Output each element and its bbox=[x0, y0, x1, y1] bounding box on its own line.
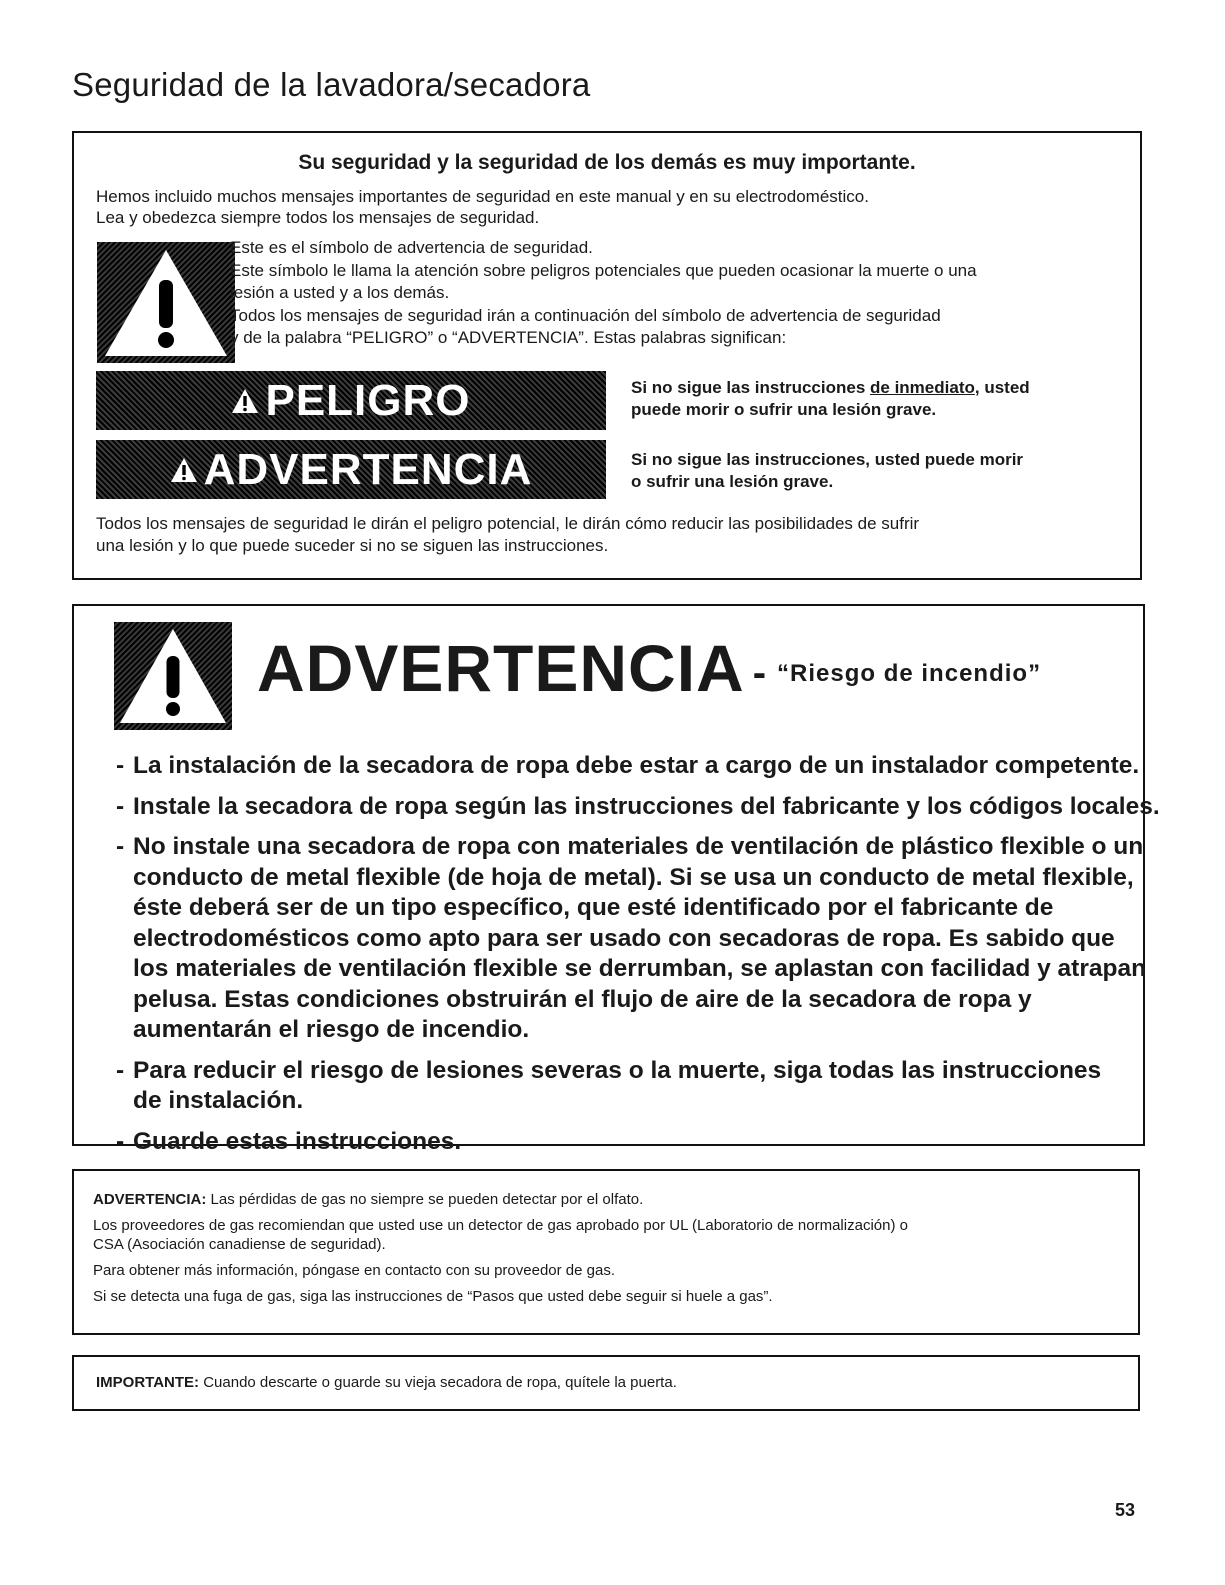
peligro-description: Si no sigue las instrucciones de inmediato, usted puede morir o sufrir una lesión grave. bbox=[631, 378, 1030, 419]
symbol-line: Todos los mensajes de seguridad irán a continuación del símbolo de advertencia de seguridad bbox=[230, 305, 941, 325]
list-item: - No instale una secadora de ropa con materiales de ventilación de plástico flexible o un conducto de metal flexible (de hoja de metal). Si se usa un conducto de metal flexible, éste deberá ser de un tipo específico, que esté identificado por el fabricante de electrodomésticos como apto para ser usado con secadoras de ropa. Es sabido que los materiales de ventilación flexible se derrumban, se aplastan con facilidad y atrapan pelusa. Estas condiciones obstruirán el flujo de aire de la secadora de ropa y aumentarán el riesgo de incendio. bbox=[116, 833, 1147, 1043]
important-note-box bbox=[72, 1355, 1140, 1411]
important-note: IMPORTANTE: Cuando descarte o guarde su vieja secadora de ropa, quítele la puerta. bbox=[96, 1374, 677, 1391]
advertencia-word: ADVERTENCIA bbox=[257, 631, 745, 705]
symbol-description bbox=[230, 237, 977, 350]
safety-heading: Su seguridad y la seguridad de los demás es muy importante. bbox=[298, 151, 916, 174]
symbol-line: Este es el símbolo de advertencia de seguridad. bbox=[230, 238, 593, 257]
advertencia-description: Si no sigue las instrucciones, usted puede morir o sufrir una lesión grave. bbox=[631, 450, 1024, 491]
important-label: IMPORTANTE: bbox=[96, 1374, 200, 1391]
fire-instructions-list bbox=[116, 751, 1160, 1167]
safety-intro-line-2: Lea y obedezca siempre todos los mensajes de seguridad. bbox=[96, 208, 540, 227]
symbol-line: Este símbolo le llama la atención sobre peligros potenciales que pueden ocasionar la muerte o una bbox=[230, 260, 977, 280]
gas-warning-line: Si se detecta una fuga de gas, siga las instrucciones de “Pasos que usted debe seguir si huele a gas”. bbox=[93, 1288, 773, 1305]
warning-triangle-icon bbox=[170, 457, 198, 483]
advertencia-word: ADVERTENCIA bbox=[203, 444, 533, 494]
fire-risk-warning-box bbox=[72, 604, 1160, 1155]
gas-warning-line: ADVERTENCIA: Las pérdidas de gas no siempre se pueden detectar por el olfato. bbox=[93, 1191, 644, 1208]
gas-warning-line: Los proveedores de gas recomiendan que usted use un detector de gas aprobado por UL (Laboratorio de normalización) o bbox=[93, 1217, 908, 1234]
symbol-line: y de la palabra “PELIGRO” o “ADVERTENCIA”. Estas palabras significan: bbox=[230, 328, 787, 347]
warning-triangle-icon bbox=[97, 242, 235, 363]
safety-intro-line-1: Hemos incluido muchos mensajes importantes de seguridad en este manual y en su electrodoméstico. bbox=[96, 187, 869, 206]
fire-warning-title: ADVERTENCIA - “Riesgo de incendio” bbox=[257, 631, 1042, 705]
gas-warning-line: Para obtener más información, póngase en contacto con su proveedor de gas. bbox=[93, 1262, 615, 1279]
gas-warning-line: CSA (Asociación canadiense de seguridad). bbox=[93, 1236, 386, 1253]
safety-info-box bbox=[72, 131, 1142, 580]
warning-triangle-icon bbox=[114, 622, 232, 730]
list-item: - La instalación de la secadora de ropa debe estar a cargo de un instalador competente. bbox=[116, 752, 1140, 779]
symbol-line: lesión a usted y a los demás. bbox=[230, 283, 450, 302]
peligro-word: PELIGRO bbox=[265, 375, 471, 425]
page-title: Seguridad de la lavadora/secadora bbox=[72, 66, 591, 103]
list-item: - Para reducir el riesgo de lesiones severas o la muerte, siga todas las instrucciones de instalación. bbox=[116, 1056, 1102, 1114]
warning-triangle-icon bbox=[231, 388, 259, 414]
list-item: - Instale la secadora de ropa según las instrucciones del fabricante y los códigos locales. bbox=[116, 792, 1160, 820]
page-number: 53 bbox=[1115, 1500, 1136, 1520]
peligro-signal-bar bbox=[96, 371, 606, 430]
safety-footer: Todos los mensajes de seguridad le dirán el peligro potencial, le dirán cómo reducir las posibilidades de sufrir una lesión y lo que puede suceder si no se siguen las instrucciones. bbox=[96, 514, 920, 555]
list-item: - Guarde estas instrucciones. bbox=[116, 1127, 462, 1155]
advertencia-signal-bar bbox=[96, 440, 606, 499]
warning-label: ADVERTENCIA: bbox=[93, 1191, 207, 1208]
gas-warning-box bbox=[72, 1169, 1140, 1335]
fire-risk-subtitle: “Riesgo de incendio” bbox=[777, 659, 1042, 687]
underlined-text: de inmediato bbox=[870, 378, 975, 397]
